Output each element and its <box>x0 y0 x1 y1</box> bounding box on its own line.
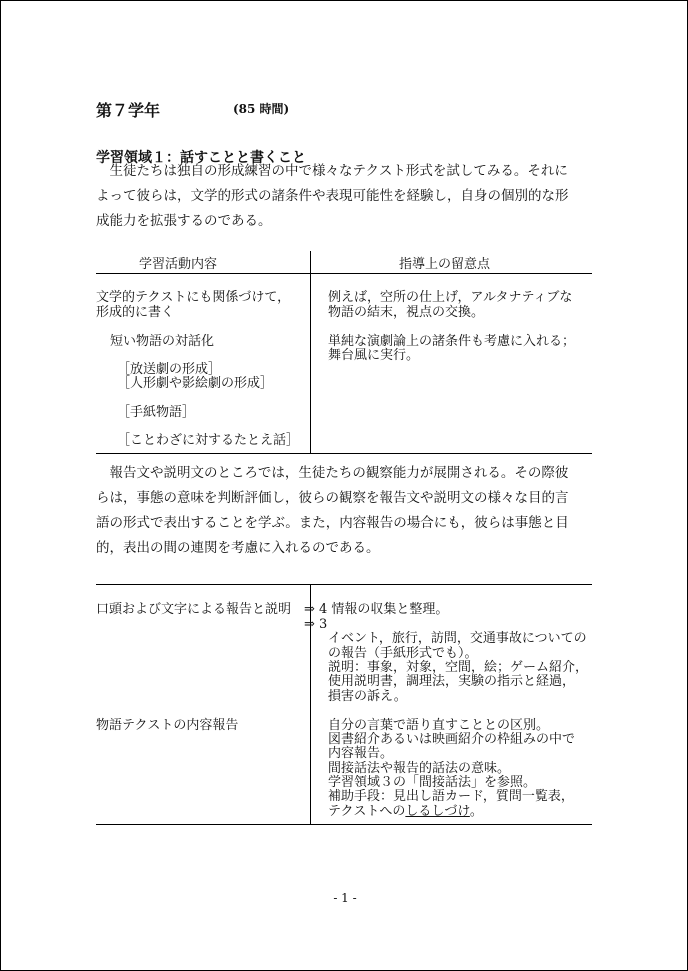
last-line-underlined: しるしづけ <box>405 804 470 819</box>
intro-line: よって彼らは，文学的形式の諸条件や表現可能性を経験し，自身の個別的な形 <box>96 188 569 204</box>
table1-left-text: 短い物語の対話化 <box>110 334 215 349</box>
table1-bottom-rule <box>96 453 592 454</box>
table2-right-text: イベント，旅行，訪問，交通事故についての <box>328 631 587 646</box>
table1-header-right: 指導上の留意点 <box>399 257 491 272</box>
table1-divider <box>310 251 311 453</box>
table2-right-text: 自分の言葉で語り直すこととの区別。 <box>328 718 550 733</box>
table1-left-text: ［手紙物語］ <box>117 405 196 420</box>
intro-line: 生徒たちは独自の形成練習の中で様々なテクスト形式を試してみる。それに <box>96 163 568 179</box>
table1-left-text: 形成的に書く <box>96 305 175 320</box>
area-title: 学習領域１：話すことと書くこと <box>96 150 306 166</box>
report-line: らは，事態の意味を判断評価し，彼らの観察を報告文や説明文の様々な目的言 <box>96 490 569 506</box>
table1-left-text: ［放送劇の形成］ <box>117 362 222 377</box>
report-line: 的，表出の間の連関を考慮に入れるのである。 <box>96 540 380 556</box>
table2-right-text: の報告（手紙形式でも）。 <box>328 646 478 661</box>
table1-header-rule <box>96 273 592 274</box>
table1-right-text: 物語の結末，視点の交換。 <box>328 305 485 320</box>
page-number: - 1 - <box>333 891 357 905</box>
table1-right-text: 単純な演劇論上の諸条件も考慮に入れる； <box>328 334 576 349</box>
table1-left-text: ［人形劇や影絵劇の形成］ <box>117 376 274 391</box>
table2-right-text: 学習領域３の「間接話法」を参照。 <box>328 775 537 790</box>
table2-bottom-rule <box>96 824 592 825</box>
hours-label: (85 時間) <box>233 102 290 116</box>
report-paragraph <box>96 461 596 561</box>
last-line-suffix: 。 <box>469 804 483 819</box>
table1-right-text: 舞台風に実行。 <box>328 348 420 363</box>
grade-title: 第７学年 <box>96 101 161 120</box>
table2-right-text: 図書紹介あるいは映画紹介の枠組みの中で <box>328 732 576 747</box>
table2-right-text: 使用説明書，調理法，実験の指示と経過， <box>328 674 576 689</box>
table2-right-text: 損害の訴え。 <box>328 689 407 704</box>
last-line-prefix: テクストへの <box>328 804 406 819</box>
table2-right-text: 内容報告。 <box>328 746 394 761</box>
table2-arrow-ref: ⇒ 3 <box>304 617 328 632</box>
table1-left-text: ［ことわざに対するたとえ話］ <box>117 433 300 448</box>
intro-paragraph <box>96 159 596 234</box>
table2-right-text: 説明：事象，対象，空間，絵；ゲーム紹介， <box>328 660 589 675</box>
report-line: 報告文や説明文のところでは，生徒たちの観察能力が展開される。その際彼 <box>96 465 569 481</box>
table2-arrow-ref: ⇒ 4 情報の収集と整理。 <box>304 602 449 617</box>
table2-left-summary: 物語テクストの内容報告 <box>96 718 239 733</box>
table1-left-text: 文学的テクストにも関係づけて， <box>96 290 291 305</box>
table2-left-report: 口頭および文字による報告と説明 <box>96 602 292 617</box>
table2-right-text: 間接話法や報告的話法の意味。 <box>328 761 511 776</box>
report-line: 語の形式で表出することを学ぶ。また，内容報告の場合にも，彼らは事態と目 <box>96 515 569 531</box>
table2-right-last-line <box>328 805 483 820</box>
table2-right-text: 補助手段：見出し語カード，質問一覧表， <box>328 789 574 804</box>
table2-top-rule <box>96 584 592 585</box>
table1-header-left: 学習活動内容 <box>139 257 218 272</box>
intro-line: 成能力を拡張するのである。 <box>96 213 272 229</box>
table1-right-text: 例えば，空所の仕上げ，アルタナティブな <box>328 290 573 305</box>
